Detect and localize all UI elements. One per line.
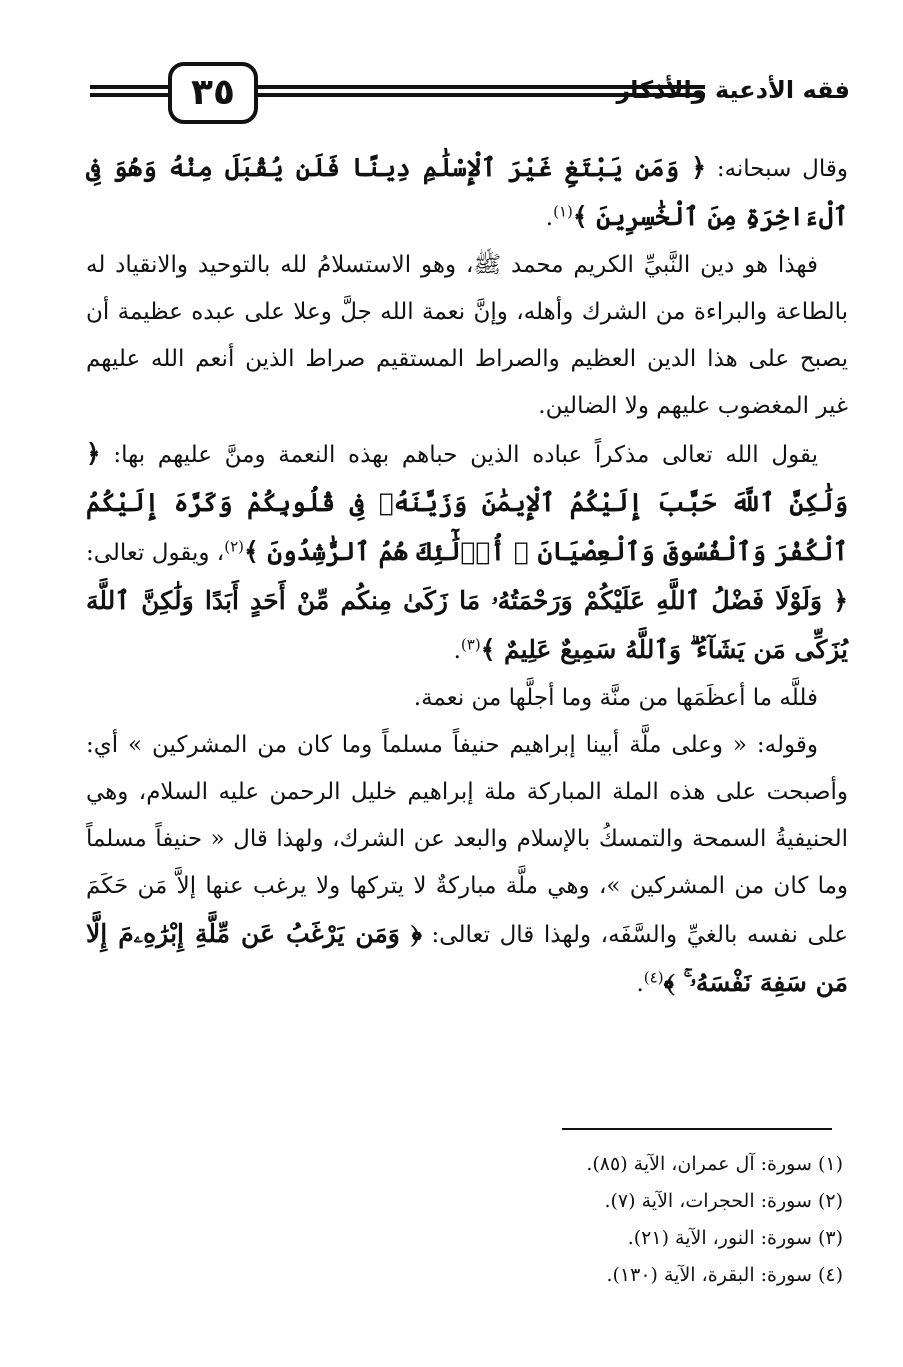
paragraph-4: فللَّه ما أعظَمَها من منَّة وما أجلَّها من نعمة. [413,685,818,711]
paragraph-5-end: . [636,971,644,997]
paragraph-3-mid: ، ويقول تعالى: [86,540,225,566]
quran-verse-4: ﴿ وَمَن يَرْغَبُ عَن مِّلَّةِ إِبْرَٰهِۦمَ إِلَّا مَن سَفِهَ نَفْسَهُۥ ۚ ﴾ [86,919,848,997]
paragraph-2: فهذا هو دين النَّبيِّ الكريم محمد ﷺ، وهو الاستسلامُ لله بالتوحيد والانقياد له بالطاعة والبراءة من الشرك وأهله، وإنَّ نعمة الله جلَّ وعلا على عبده عظيمة أن يصبح على هذا الدين العظيم والصراط المستقيم صراط الذين أنعم الله عليهم غير المغضوب عليهم ولا الضالين. [86,252,848,419]
footnote-separator [562,1128,832,1130]
main-text [86,144,848,1008]
paragraph-5 [86,722,848,1008]
footnote-4: (٤) سورة: البقرة، الآية (١٣٠). [606,1264,843,1286]
footnote-ref-3: (٣) [460,635,481,654]
footnote-1: (١) سورة: آل عمران، الآية (٨٥). [586,1153,843,1175]
paragraph-1 [86,144,848,242]
paragraph-1-end: . [545,205,554,231]
paragraph-1-intro: وقال سبحانه: [706,156,848,182]
quran-verse-1: ﴿ وَمَن يَبْتَغِ غَيْرَ ٱلْإِسْلَٰمِ دِينًا فَلَن يُقْبَلَ مِنْهُ وَهُوَ فِى ٱلْءَاخِرَةِ مِنَ ٱلْخَٰسِرِينَ ﴾ [86,153,848,231]
paragraph-3-intro: يقول الله تعالى مذكراً عباده الذين حباهم بهذه النعمة ومنَّ عليهم بها: [100,442,818,468]
running-title: فقه الأدعية والأذكار [616,76,850,104]
page-number: ٣٥ [168,62,258,124]
header-rule-left-bottom [90,93,168,97]
footnote-2: (٢) سورة: الحجرات، الآية (٧). [604,1190,843,1212]
quran-verse-2: ﴿ وَلَٰكِنَّ ٱللَّهَ حَبَّبَ إِلَيْكُمُ ٱلْإِيمَٰنَ وَزَيَّنَهُۥ فِى قُلُوبِكُمْ وَكَرَّهَ إِلَيْكُمُ ٱلْكُفْرَ وَٱلْفُسُوقَ وَٱلْعِصْيَانَ ۚ أُو۟لَٰٓئِكَ هُمُ ٱلرَّٰشِدُونَ ﴾ [86,439,848,566]
footnote-ref-2: (٢) [224,537,244,556]
paragraph-3 [86,430,848,675]
footnote-3: (٣) سورة: النور، الآية (٢١). [627,1227,843,1249]
paragraph-3-end: . [453,638,461,664]
paragraph-5-text: وقوله: « وعلى ملَّة أبينا إبراهيم حنيفاً مسلماً وما كان من المشركين » أي: وأصبحت على هذه الملة المباركة ملة إبراهيم خليل الرحمن عليه السلام، وهي الحنيفيةُ السمحة والتمسكُ بالإسلام والبعد عن الشرك، ولهذا قال « حنيفاً مسلماً وما كان من المشركين »، وهي ملَّة مباركةٌ لا يتركها ولا يرغب عنها إلاَّ مَن حَكَمَ على نفسه بالغيِّ والسَّفَه، ولهذا قال تعالى: [86,732,848,948]
quran-verse-3: ﴿ وَلَوْلَا فَضْلُ ٱللَّهِ عَلَيْكُمْ وَرَحْمَتُهُۥ مَا زَكَىٰ مِنكُم مِّنْ أَحَدٍ أَبَدًا وَلَٰكِنَّ ٱللَّهَ يُزَكِّى مَن يَشَآءُ ۗ وَٱللَّهُ سَمِيعٌ عَلِيمٌ ﴾ [86,586,848,664]
footnote-ref-4: (٤) [643,968,664,987]
footnote-ref-1: (١) [553,202,573,221]
page-header [90,58,850,136]
header-rule-left-top [90,85,168,89]
footnotes [543,1146,843,1294]
